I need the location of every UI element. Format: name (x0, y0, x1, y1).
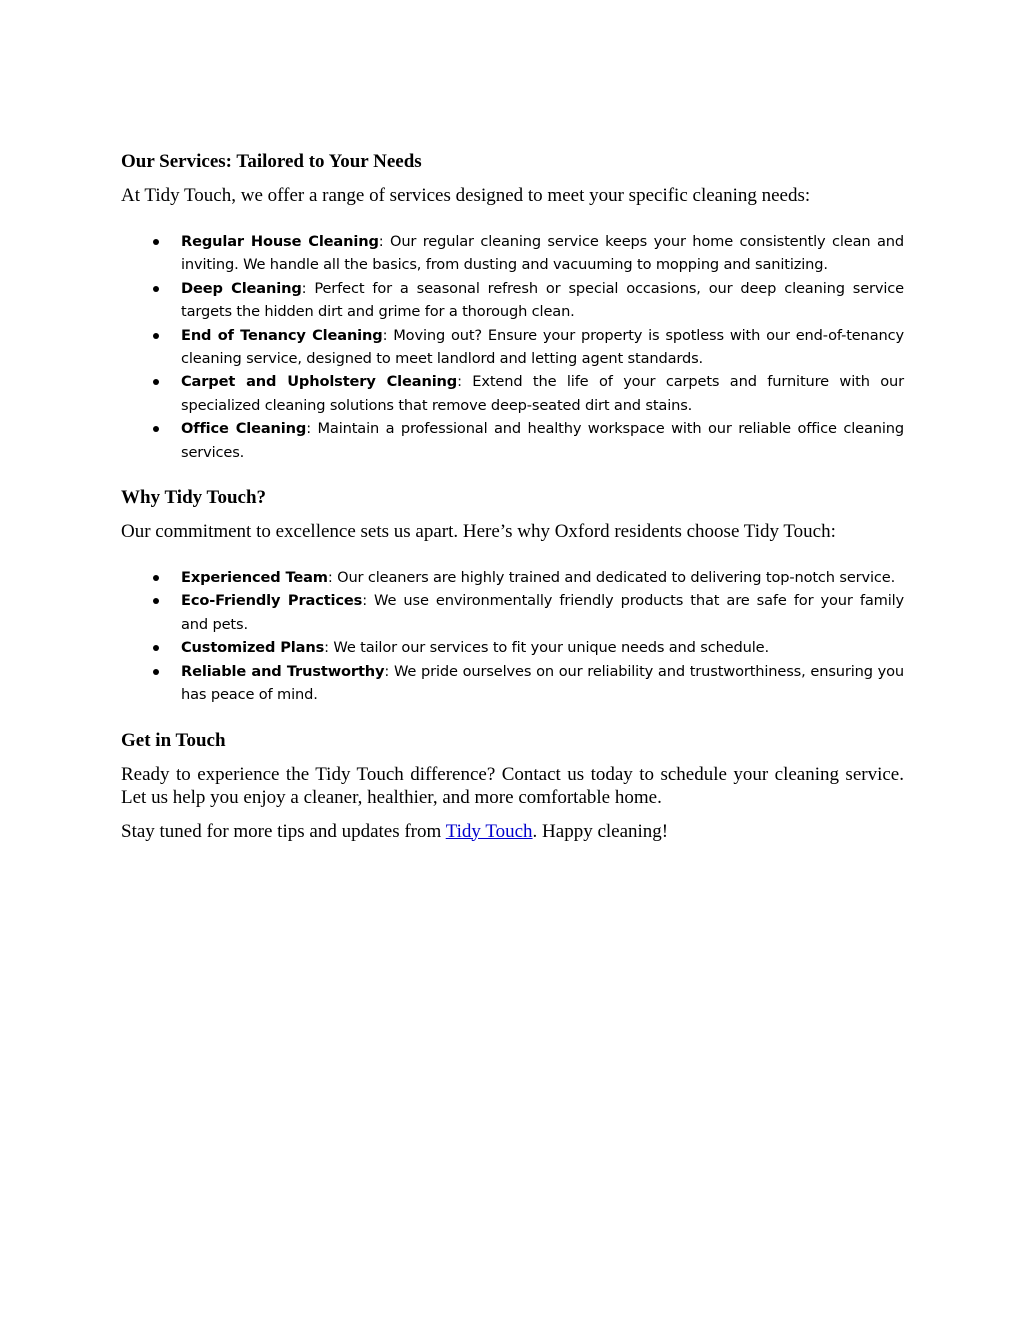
item-text: : Our cleaners are highly trained and dedicated to delivering top-notch service. (327, 569, 896, 587)
bullet-icon (153, 645, 159, 651)
services-intro: At Tidy Touch, we offer a range of services designed to meet your specific cleaning needs: (121, 185, 811, 206)
item-text: : Perfect for a seasonal refresh or special occasions, our deep cleaning service targets the hidden dirt and grime for a thorough clean. (181, 279, 904, 321)
services-heading: Our Services: Tailored to Your Needs (121, 151, 422, 172)
closing-before: Stay tuned for more tips and updates from (121, 820, 446, 842)
list-item (121, 277, 904, 324)
document-page (121, 150, 904, 854)
list-item (121, 370, 904, 417)
closing-paragraph (121, 820, 904, 843)
item-text: : We tailor our services to fit your unique needs and schedule. (324, 639, 769, 657)
bullet-icon (153, 379, 159, 385)
why-list (121, 566, 904, 706)
item-text: : We pride ourselves on our reliability and trustworthiness, ensuring you has peace of mind. (181, 662, 904, 704)
item-title: Office Cleaning (181, 420, 307, 438)
item-title: Eco-Friendly Practices (181, 592, 363, 610)
item-title: Carpet and Upholstery Cleaning (181, 373, 458, 391)
item-title: End of Tenancy Cleaning (181, 326, 383, 344)
item-title: Regular House Cleaning (181, 233, 379, 250)
list-item (121, 566, 904, 589)
why-heading: Why Tidy Touch? (121, 487, 267, 509)
item-text: : Moving out? Ensure your property is spotless with our end-of-tenancy cleaning service, designed to meet landlord and letting agent standards. (181, 326, 904, 368)
item-text: : Our regular cleaning service keeps your home consistently clean and inviting. We handle all the basics, from dusting and vacuuming to mopping and sanitizing. (181, 233, 904, 274)
item-text: : Extend the life of your carpets and furniture with our specialized cleaning solutions that remove deep-seated dirt and stains. (181, 373, 904, 414)
bullet-icon (153, 239, 159, 245)
tidy-touch-link[interactable]: Tidy Touch (445, 820, 533, 842)
contact-heading: Get in Touch (121, 729, 226, 751)
item-text: : We use environmentally friendly products that are safe for your family and pets. (181, 592, 904, 633)
closing-after: . Happy cleaning! (532, 820, 669, 842)
item-title: Reliable and Trustworthy (181, 662, 385, 680)
bullet-icon (153, 598, 159, 604)
why-intro: Our commitment to excellence sets us apart. Here’s why Oxford residents choose Tidy Touch: (121, 521, 836, 543)
bullet-icon (153, 286, 159, 292)
bullet-icon (153, 669, 159, 675)
list-item (121, 324, 904, 371)
list-item (121, 417, 904, 464)
item-title: Experienced Team (181, 569, 328, 587)
list-item (121, 230, 904, 277)
item-title: Deep Cleaning (181, 279, 302, 297)
contact-paragraph: Ready to experience the Tidy Touch difference? Contact us today to schedule your cleaning service. Let us help you enjoy a cleaner, healthier, and more comfortable home. (121, 763, 904, 808)
bullet-icon (153, 426, 159, 432)
list-item (121, 589, 904, 636)
bullet-icon (153, 333, 159, 339)
item-text: : Maintain a professional and healthy workspace with our reliable office cleaning services. (181, 420, 904, 461)
item-title: Customized Plans (181, 639, 325, 657)
services-list (121, 230, 904, 464)
bullet-icon (153, 575, 159, 581)
list-item (121, 636, 904, 659)
list-item (121, 660, 904, 707)
